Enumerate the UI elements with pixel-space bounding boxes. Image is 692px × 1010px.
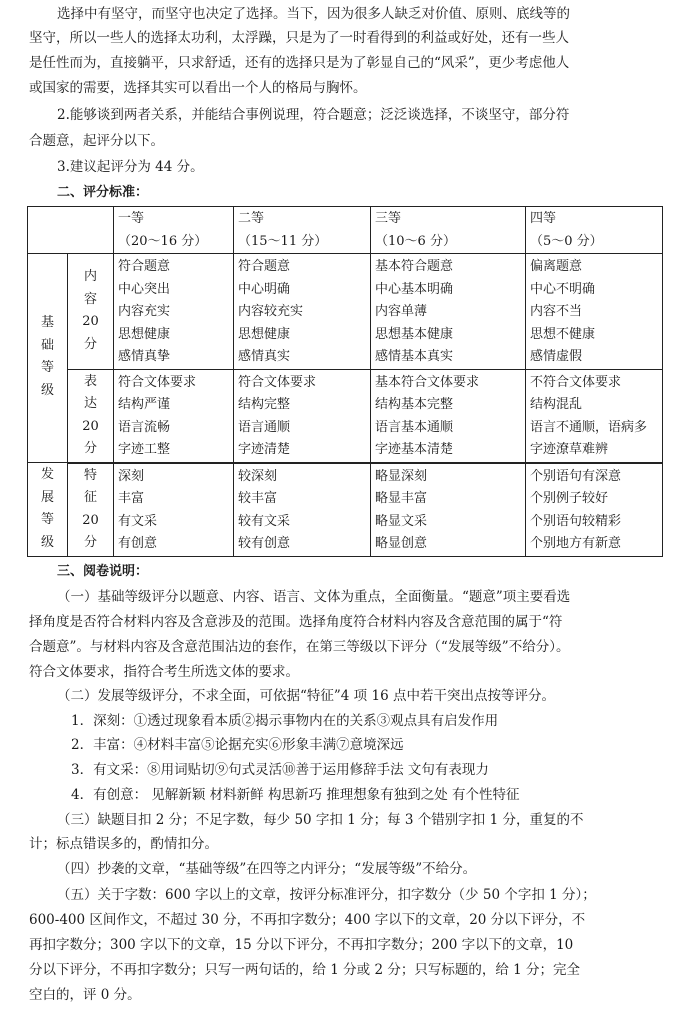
vertical-label-char: 征 (83, 490, 97, 505)
rubric-cell-line: 内容单薄 (375, 304, 428, 319)
rubric-cell-line: 感情虚假 (530, 349, 583, 364)
vertical-label-char: 基 (40, 315, 54, 330)
rubric-header-row (28, 207, 663, 254)
vertical-label-char: 20 (82, 512, 99, 528)
rubric-cell-line: 个别例子较好 (530, 491, 609, 506)
development-level-label (28, 463, 68, 557)
rubric-cell (526, 254, 663, 370)
grade-header: 一等 （20～16 分） (114, 207, 234, 254)
rubric-cell-line: 结构严谨 (118, 397, 171, 412)
note-line: 600-400 区间作文，不超过 30 分，不再扣字数分；400 字以下的文章，20 分以下评分，不 (29, 912, 586, 928)
note-line: （四）抄袭的文章，“基础等级”在四等之内评分；“发展等级”不给分。 (57, 861, 477, 877)
rubric-cell-line: 基本符合题意 (375, 259, 454, 274)
note-line: （三）缺题目扣 2 分；不足字数，每少 50 字扣 1 分；每 3 个错别字扣 1 分，重复的不 (57, 812, 584, 828)
rubric-cell-line: 内容较充实 (238, 304, 304, 319)
vertical-label-char: 展 (40, 489, 54, 505)
rubric-cell-line: 个别地方有新意 (530, 536, 622, 551)
paragraph-line: 2.能够谈到两者关系，并能结合事例说理，符合题意；泛泛谈选择，不谈坚守，部分符 (57, 107, 570, 123)
rubric-cell-line: 较丰富 (238, 491, 278, 506)
rubric-cell (234, 254, 371, 370)
vertical-label-char: 发 (40, 467, 54, 483)
rubric-expression-row (28, 369, 663, 463)
vertical-label-char: 分 (83, 535, 97, 550)
grade-header: 三等 （10～6 分） (371, 207, 526, 254)
rubric-cell-line: 中心基本明确 (375, 281, 454, 297)
note-line: 3．有文采：⑧用词贴切⑨句式灵活⑩善于运用修辞手法 文句有表现力 (71, 762, 489, 778)
rubric-cell-line: 有创意 (118, 536, 158, 551)
vertical-label-char: 等 (40, 360, 54, 375)
paragraph-line: 3.建议起评分为 44 分。 (57, 159, 204, 175)
vertical-label-char: 特 (83, 467, 97, 483)
vertical-label-char: 分 (83, 336, 97, 352)
rubric-cell-line: 较深刻 (238, 468, 278, 484)
paragraph-line: 或国家的需要，选择其实可以看出一个人的格局与胸怀。 (29, 80, 367, 96)
rubric-cell (114, 254, 234, 370)
vertical-label-char: 分 (83, 441, 97, 456)
rubric-cell (371, 369, 526, 463)
rubric-cell-line: 感情真实 (238, 349, 291, 364)
rubric-cell-line: 语言流畅 (118, 419, 171, 435)
note-line: 合题意”。与材料内容及含意范围沾边的套作，在第三等级以下评分（“发展等级”不给分）。 (29, 639, 570, 655)
paragraph-line: 是任性而为，直接躺平，只求舒适，还有的选择只是为了彰显自己的“风采”，更少考虑他人 (29, 55, 570, 71)
note-line: 4．有创意： 见解新颖 材料新鲜 构思新巧 推理想象有独到之处 有个性特征 (71, 787, 520, 803)
scoring-rubric-table (27, 206, 663, 557)
note-line: 空白的，评 0 分。 (29, 987, 141, 1003)
note-line: （一）基础等级评分以题意、内容、语言、文体为重点，全面衡量。“题意”项主要看选 (57, 589, 571, 605)
rubric-features-row (28, 463, 663, 557)
rubric-cell-line: 略显创意 (375, 536, 428, 551)
vertical-label-char: 级 (40, 382, 54, 398)
rubric-cell-line: 符合文体要求 (238, 374, 317, 390)
rubric-cell-line: 较有文采 (238, 513, 291, 529)
rubric-cell (234, 369, 371, 463)
rubric-cell-line: 思想健康 (118, 326, 171, 342)
note-line: （二）发展等级评分，不求全面，可依据“特征”4 项 16 点中若干突出点按等评分。 (57, 688, 555, 704)
rubric-cell-line: 内容不当 (530, 304, 583, 319)
note-line: （五）关于字数：600 字以上的文章，按评分标准评分，扣字数分（少 50 个字扣 1 分）； (57, 887, 596, 903)
vertical-label-char: 级 (40, 534, 54, 550)
vertical-label-char: 表 (83, 373, 97, 389)
rubric-cell-line: 基本符合文体要求 (375, 374, 480, 390)
rubric-cell-line: 感情基本真实 (375, 349, 454, 364)
rubric-cell-line: 语言通顺 (238, 419, 291, 435)
rubric-cell-line: 符合文体要求 (118, 374, 197, 390)
rubric-cell (371, 463, 526, 557)
rubric-cell (114, 369, 234, 463)
rubric-cell-line: 深刻 (118, 468, 145, 484)
rubric-cell (371, 254, 526, 370)
note-line: 择角度是否符合材料内容及含意涉及的范围。选择角度符合材料内容及含意范围的属于“符 (29, 614, 563, 630)
vertical-label-char: 20 (82, 418, 99, 434)
vertical-label-char: 达 (83, 396, 97, 411)
rubric-cell-line: 不符合文体要求 (530, 374, 622, 390)
content-criterion-label (68, 254, 114, 370)
vertical-label-char: 础 (40, 337, 54, 353)
rubric-cell (526, 369, 663, 463)
note-line: 计；标点错误多的，酌情扣分。 (29, 836, 218, 852)
note-line: 分以下评分，不再扣字数分；只写一两句话的，给 1 分或 2 分；只写标题的，给 1 分；完全 (29, 962, 581, 978)
rubric-cell-line: 语言不通顺，语病多 (530, 419, 648, 435)
rubric-cell-line: 偏离题意 (530, 259, 583, 274)
rubric-cell-line: 语言基本通顺 (375, 419, 454, 435)
rubric-cell-line: 丰富 (118, 491, 145, 506)
rubric-cell-line: 个别语句有深意 (530, 468, 622, 484)
rubric-cell-line: 内容充实 (118, 304, 171, 319)
rubric-cell-line: 符合题意 (118, 259, 171, 274)
rubric-cell (234, 463, 371, 557)
rubric-cell-line: 结构完整 (238, 397, 291, 412)
note-line: 符合文体要求，指符合考生所选文体的要求。 (29, 664, 299, 680)
rubric-cell-line: 个别语句较精彩 (530, 513, 622, 529)
rubric-cell-line: 略显丰富 (375, 491, 428, 506)
basic-level-label (28, 254, 68, 463)
note-line: 1．深刻：①透过现象看本质②揭示事物内在的关系③观点具有启发作用 (71, 713, 499, 729)
note-line: 2．丰富：④材料丰富⑤论据充实⑥形象丰满⑦意境深远 (71, 737, 404, 753)
rubric-cell-line: 结构混乱 (530, 397, 583, 412)
rubric-cell-line: 感情真挚 (118, 349, 171, 364)
rubric-cell (526, 463, 663, 557)
rubric-cell-line: 中心不明确 (530, 281, 596, 297)
vertical-label-char: 20 (82, 314, 99, 330)
vertical-text (28, 312, 67, 402)
rubric-cell-line: 有文采 (118, 513, 158, 529)
features-criterion-label (68, 463, 114, 557)
section-title-scoring: 二、评分标准： (57, 185, 149, 200)
note-line: 再扣字数分；300 字以下的文章，15 分以下评分，不再扣字数分；200 字以下的文章，10 (29, 937, 574, 953)
grade-header: 二等 （15～11 分） (234, 207, 371, 254)
rubric-cell-line: 较有创意 (238, 536, 291, 551)
rubric-cell-line: 中心突出 (118, 281, 171, 297)
grade-header: 四等 （5～0 分） (526, 207, 663, 254)
expression-criterion-label (68, 369, 114, 463)
rubric-cell-line: 思想不健康 (530, 326, 596, 342)
section-title-marking-notes: 三、阅卷说明： (57, 564, 149, 579)
rubric-cell-line: 思想基本健康 (375, 326, 454, 342)
rubric-cell-line: 字迹潦草难辨 (530, 442, 609, 457)
rubric-cell-line: 思想健康 (238, 326, 291, 342)
rubric-cell-line: 结构基本完整 (375, 397, 454, 412)
paragraph-line: 合题意，起评分以下。 (29, 133, 164, 149)
rubric-cell-line: 字迹清楚 (238, 442, 291, 457)
rubric-cell-line: 略显深刻 (375, 468, 428, 484)
vertical-label-char: 等 (40, 512, 54, 528)
vertical-label-char: 容 (83, 291, 97, 307)
rubric-cell-line: 字迹工整 (118, 442, 171, 457)
rubric-cell-line: 中心明确 (238, 281, 291, 297)
vertical-label-char: 内 (83, 269, 97, 285)
paragraph-line: 坚守，所以一些人的选择太功利，太浮躁，只是为了一时看得到的利益或好处，还有一些人 (29, 30, 569, 46)
rubric-corner-cell (28, 207, 114, 254)
rubric-cell (114, 463, 234, 557)
rubric-content-row (28, 254, 663, 370)
rubric-cell-line: 字迹基本清楚 (375, 442, 454, 457)
rubric-cell-line: 符合题意 (238, 259, 291, 274)
rubric-cell-line: 略显文采 (375, 513, 428, 529)
paragraph-line: 选择中有坚守，而坚守也决定了选择。当下，因为很多人缺乏对价值、原则、底线等的 (57, 6, 570, 22)
